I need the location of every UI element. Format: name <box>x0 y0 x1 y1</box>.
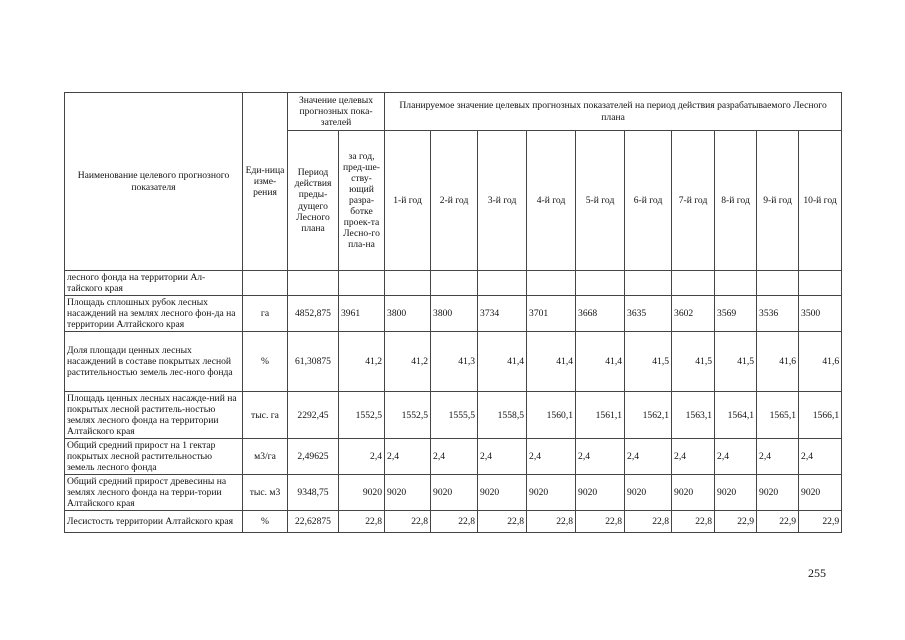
indicator-name: Общий средний прирост древесины на землях лесного фонда на терри-тории Алтайского края <box>65 475 243 511</box>
year-9-value: 3536 <box>757 296 799 332</box>
previous-year-value: 9020 <box>339 475 385 511</box>
year-4-value: 3701 <box>527 296 576 332</box>
indicator-name: Лесистость территории Алтайского края <box>65 511 243 533</box>
year-4-value: 9020 <box>527 475 576 511</box>
continuation-text: лесного фонда на территории Ал-тайского края <box>65 271 243 296</box>
year-10-value: 41,6 <box>799 332 842 392</box>
year-1-value: 2,4 <box>385 439 431 475</box>
table-row <box>65 332 842 392</box>
year-5-value: 9020 <box>576 475 625 511</box>
year-4-value: 2,4 <box>527 439 576 475</box>
previous-period-value: 4852,875 <box>288 296 339 332</box>
header-previous-year: за год, пред-ше-ству-ющий разра-ботке проек-та Лесно-го пла-на <box>339 131 385 271</box>
empty-cell <box>672 271 715 296</box>
year-6-value: 1562,1 <box>625 392 672 439</box>
unit-cell: % <box>243 332 288 392</box>
year-5-value: 22,8 <box>576 511 625 533</box>
year-8-value: 22,9 <box>715 511 757 533</box>
table-row <box>65 475 842 511</box>
empty-cell <box>799 271 842 296</box>
year-8-value: 3569 <box>715 296 757 332</box>
year-5-value: 2,4 <box>576 439 625 475</box>
year-7-value: 1563,1 <box>672 392 715 439</box>
unit-cell: га <box>243 296 288 332</box>
empty-cell <box>243 271 288 296</box>
previous-period-value: 61,30875 <box>288 332 339 392</box>
year-1-value: 9020 <box>385 475 431 511</box>
year-2-value: 3800 <box>431 296 478 332</box>
header-year-9: 9-й год <box>757 131 799 271</box>
header-planned-values: Планируемое значение целевых прогнозных показателей на период действия разрабатываемого Лесного плана <box>385 93 842 131</box>
year-10-value: 22,9 <box>799 511 842 533</box>
year-4-value: 22,8 <box>527 511 576 533</box>
year-7-value: 3602 <box>672 296 715 332</box>
year-7-value: 9020 <box>672 475 715 511</box>
year-3-value: 41,4 <box>478 332 527 392</box>
year-6-value: 2,4 <box>625 439 672 475</box>
year-3-value: 1558,5 <box>478 392 527 439</box>
year-2-value: 22,8 <box>431 511 478 533</box>
indicator-name: Доля площади ценных лесных насаждений в составе покрытых лесной растительностью земель лес-ного фонда <box>65 332 243 392</box>
year-6-value: 22,8 <box>625 511 672 533</box>
header-year-8: 8-й год <box>715 131 757 271</box>
header-year-5: 5-й год <box>576 131 625 271</box>
previous-period-value: 2292,45 <box>288 392 339 439</box>
table-body <box>65 93 842 533</box>
year-1-value: 41,2 <box>385 332 431 392</box>
empty-cell <box>478 271 527 296</box>
year-7-value: 22,8 <box>672 511 715 533</box>
unit-cell: % <box>243 511 288 533</box>
year-2-value: 9020 <box>431 475 478 511</box>
year-9-value: 22,9 <box>757 511 799 533</box>
year-3-value: 2,4 <box>478 439 527 475</box>
year-6-value: 9020 <box>625 475 672 511</box>
unit-cell: тыс. га <box>243 392 288 439</box>
indicator-name: Общий средний прирост на 1 гектар покрытых лесной растительностью земель лесного фонда <box>65 439 243 475</box>
header-year-2: 2-й год <box>431 131 478 271</box>
previous-period-value: 2,49625 <box>288 439 339 475</box>
empty-cell <box>715 271 757 296</box>
previous-year-value: 3961 <box>339 296 385 332</box>
year-2-value: 1555,5 <box>431 392 478 439</box>
indicator-name: Площадь ценных лесных насажде-ний на покрытых лесной раститель-ностью землях лесного фонда на территории Алтайского края <box>65 392 243 439</box>
year-4-value: 41,4 <box>527 332 576 392</box>
year-7-value: 41,5 <box>672 332 715 392</box>
continuation-row <box>65 271 842 296</box>
header-previous-plan-period: Период действия преды-дущего Лесного плана <box>288 131 339 271</box>
year-1-value: 1552,5 <box>385 392 431 439</box>
year-10-value: 9020 <box>799 475 842 511</box>
year-6-value: 3635 <box>625 296 672 332</box>
header-indicator-name: Наименование целевого прогнозного показателя <box>65 93 243 271</box>
previous-year-value: 1552,5 <box>339 392 385 439</box>
year-5-value: 41,4 <box>576 332 625 392</box>
year-4-value: 1560,1 <box>527 392 576 439</box>
header-year-1: 1-й год <box>385 131 431 271</box>
year-2-value: 41,3 <box>431 332 478 392</box>
year-3-value: 9020 <box>478 475 527 511</box>
unit-cell: м3/га <box>243 439 288 475</box>
empty-cell <box>576 271 625 296</box>
header-year-3: 3-й год <box>478 131 527 271</box>
header-year-4: 4-й год <box>527 131 576 271</box>
year-10-value: 1566,1 <box>799 392 842 439</box>
empty-cell <box>757 271 799 296</box>
unit-cell: тыс. м3 <box>243 475 288 511</box>
year-9-value: 1565,1 <box>757 392 799 439</box>
page-number: 255 <box>808 566 826 580</box>
year-3-value: 3734 <box>478 296 527 332</box>
table-row <box>65 439 842 475</box>
year-1-value: 22,8 <box>385 511 431 533</box>
forest-plan-indicators-table <box>64 92 842 533</box>
year-10-value: 2,4 <box>799 439 842 475</box>
year-2-value: 2,4 <box>431 439 478 475</box>
previous-period-value: 9348,75 <box>288 475 339 511</box>
year-8-value: 41,5 <box>715 332 757 392</box>
previous-period-value: 22,62875 <box>288 511 339 533</box>
year-9-value: 9020 <box>757 475 799 511</box>
header-unit: Еди-ница изме-рения <box>243 93 288 271</box>
empty-cell <box>527 271 576 296</box>
empty-cell <box>385 271 431 296</box>
previous-year-value: 2,4 <box>339 439 385 475</box>
table-row <box>65 511 842 533</box>
header-row-top <box>65 93 842 131</box>
year-9-value: 41,6 <box>757 332 799 392</box>
header-year-7: 7-й год <box>672 131 715 271</box>
empty-cell <box>339 271 385 296</box>
year-5-value: 3668 <box>576 296 625 332</box>
previous-year-value: 22,8 <box>339 511 385 533</box>
indicator-name: Площадь сплошных рубок лесных насаждений на землях лесного фон-да на территории Алтайского края <box>65 296 243 332</box>
year-1-value: 3800 <box>385 296 431 332</box>
empty-cell <box>431 271 478 296</box>
table-row <box>65 296 842 332</box>
year-7-value: 2,4 <box>672 439 715 475</box>
year-8-value: 9020 <box>715 475 757 511</box>
previous-year-value: 41,2 <box>339 332 385 392</box>
year-10-value: 3500 <box>799 296 842 332</box>
empty-cell <box>625 271 672 296</box>
year-9-value: 2,4 <box>757 439 799 475</box>
table-row <box>65 392 842 439</box>
empty-cell <box>288 271 339 296</box>
year-5-value: 1561,1 <box>576 392 625 439</box>
header-year-6: 6-й год <box>625 131 672 271</box>
year-8-value: 1564,1 <box>715 392 757 439</box>
header-year-10: 10-й год <box>799 131 842 271</box>
header-previous-values: Значение целевых прогнозных пока-зателей <box>288 93 385 131</box>
year-3-value: 22,8 <box>478 511 527 533</box>
year-6-value: 41,5 <box>625 332 672 392</box>
year-8-value: 2,4 <box>715 439 757 475</box>
